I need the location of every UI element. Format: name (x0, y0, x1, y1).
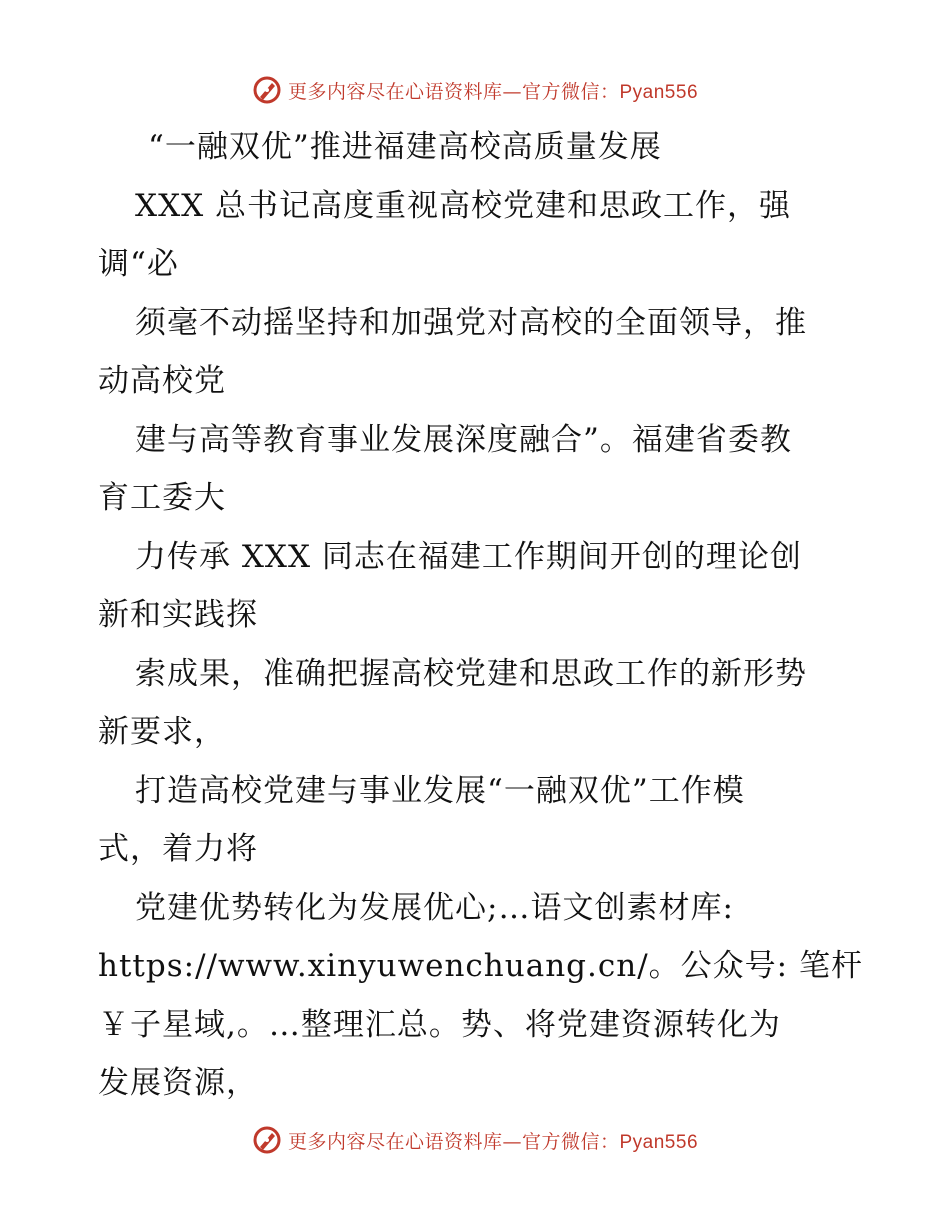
header-banner (0, 70, 950, 110)
paragraph-line: 动高校党 (98, 363, 226, 399)
banner-text: 更多内容尽在心语资料库—官方微信：Pyan556 (287, 80, 699, 103)
paragraph-line: 力传承 XXX 同志在福建工作期间开创的理论创 (135, 538, 802, 575)
wechat-handle: Pyan556 (619, 81, 699, 103)
paragraph-line: XXX 总书记高度重视高校党建和思政工作，强 (135, 187, 792, 224)
paragraph-line: 育工委大 (98, 480, 226, 516)
footer-banner (0, 1120, 950, 1160)
paragraph-line: 须毫不动摇坚持和加强党对高校的全面领导，推 (135, 304, 807, 341)
paragraph-line: 索成果，准确把握高校党建和思政工作的新形势 (135, 655, 807, 692)
paragraph-line: 新和实践探 (98, 597, 258, 633)
paragraph-line: 打造高校党建与事业发展“一融双优”工作模 (135, 772, 745, 809)
wechat-handle: Pyan556 (619, 1131, 699, 1153)
pen-nib-circle-icon (252, 1125, 282, 1155)
banner-text: 更多内容尽在心语资料库—官方微信：Pyan556 (287, 1130, 699, 1153)
document-title: “一融双优”推进福建高校高质量发展 (148, 129, 662, 165)
paragraph-line: 建与高等教育事业发展深度融合”。福建省委教 (135, 421, 792, 458)
document-body (98, 118, 863, 1113)
paragraph-line: 新要求， (98, 714, 226, 750)
paragraph-line: 式，着力将 (98, 831, 258, 867)
paragraph-line: 调“必 (98, 246, 179, 282)
paragraph-line: ￥子星域,。…整理汇总。势、将党建资源转化为 (98, 1006, 781, 1043)
paragraph-line: 党建优势转化为发展优心;…语文创素材库: (135, 889, 734, 926)
paragraph-line: 发展资源， (98, 1065, 258, 1101)
paragraph-line-url: https://www.xinyuwenchuang.cn/。公众号: 笔杆 (98, 948, 863, 984)
pen-nib-circle-icon (252, 75, 282, 105)
